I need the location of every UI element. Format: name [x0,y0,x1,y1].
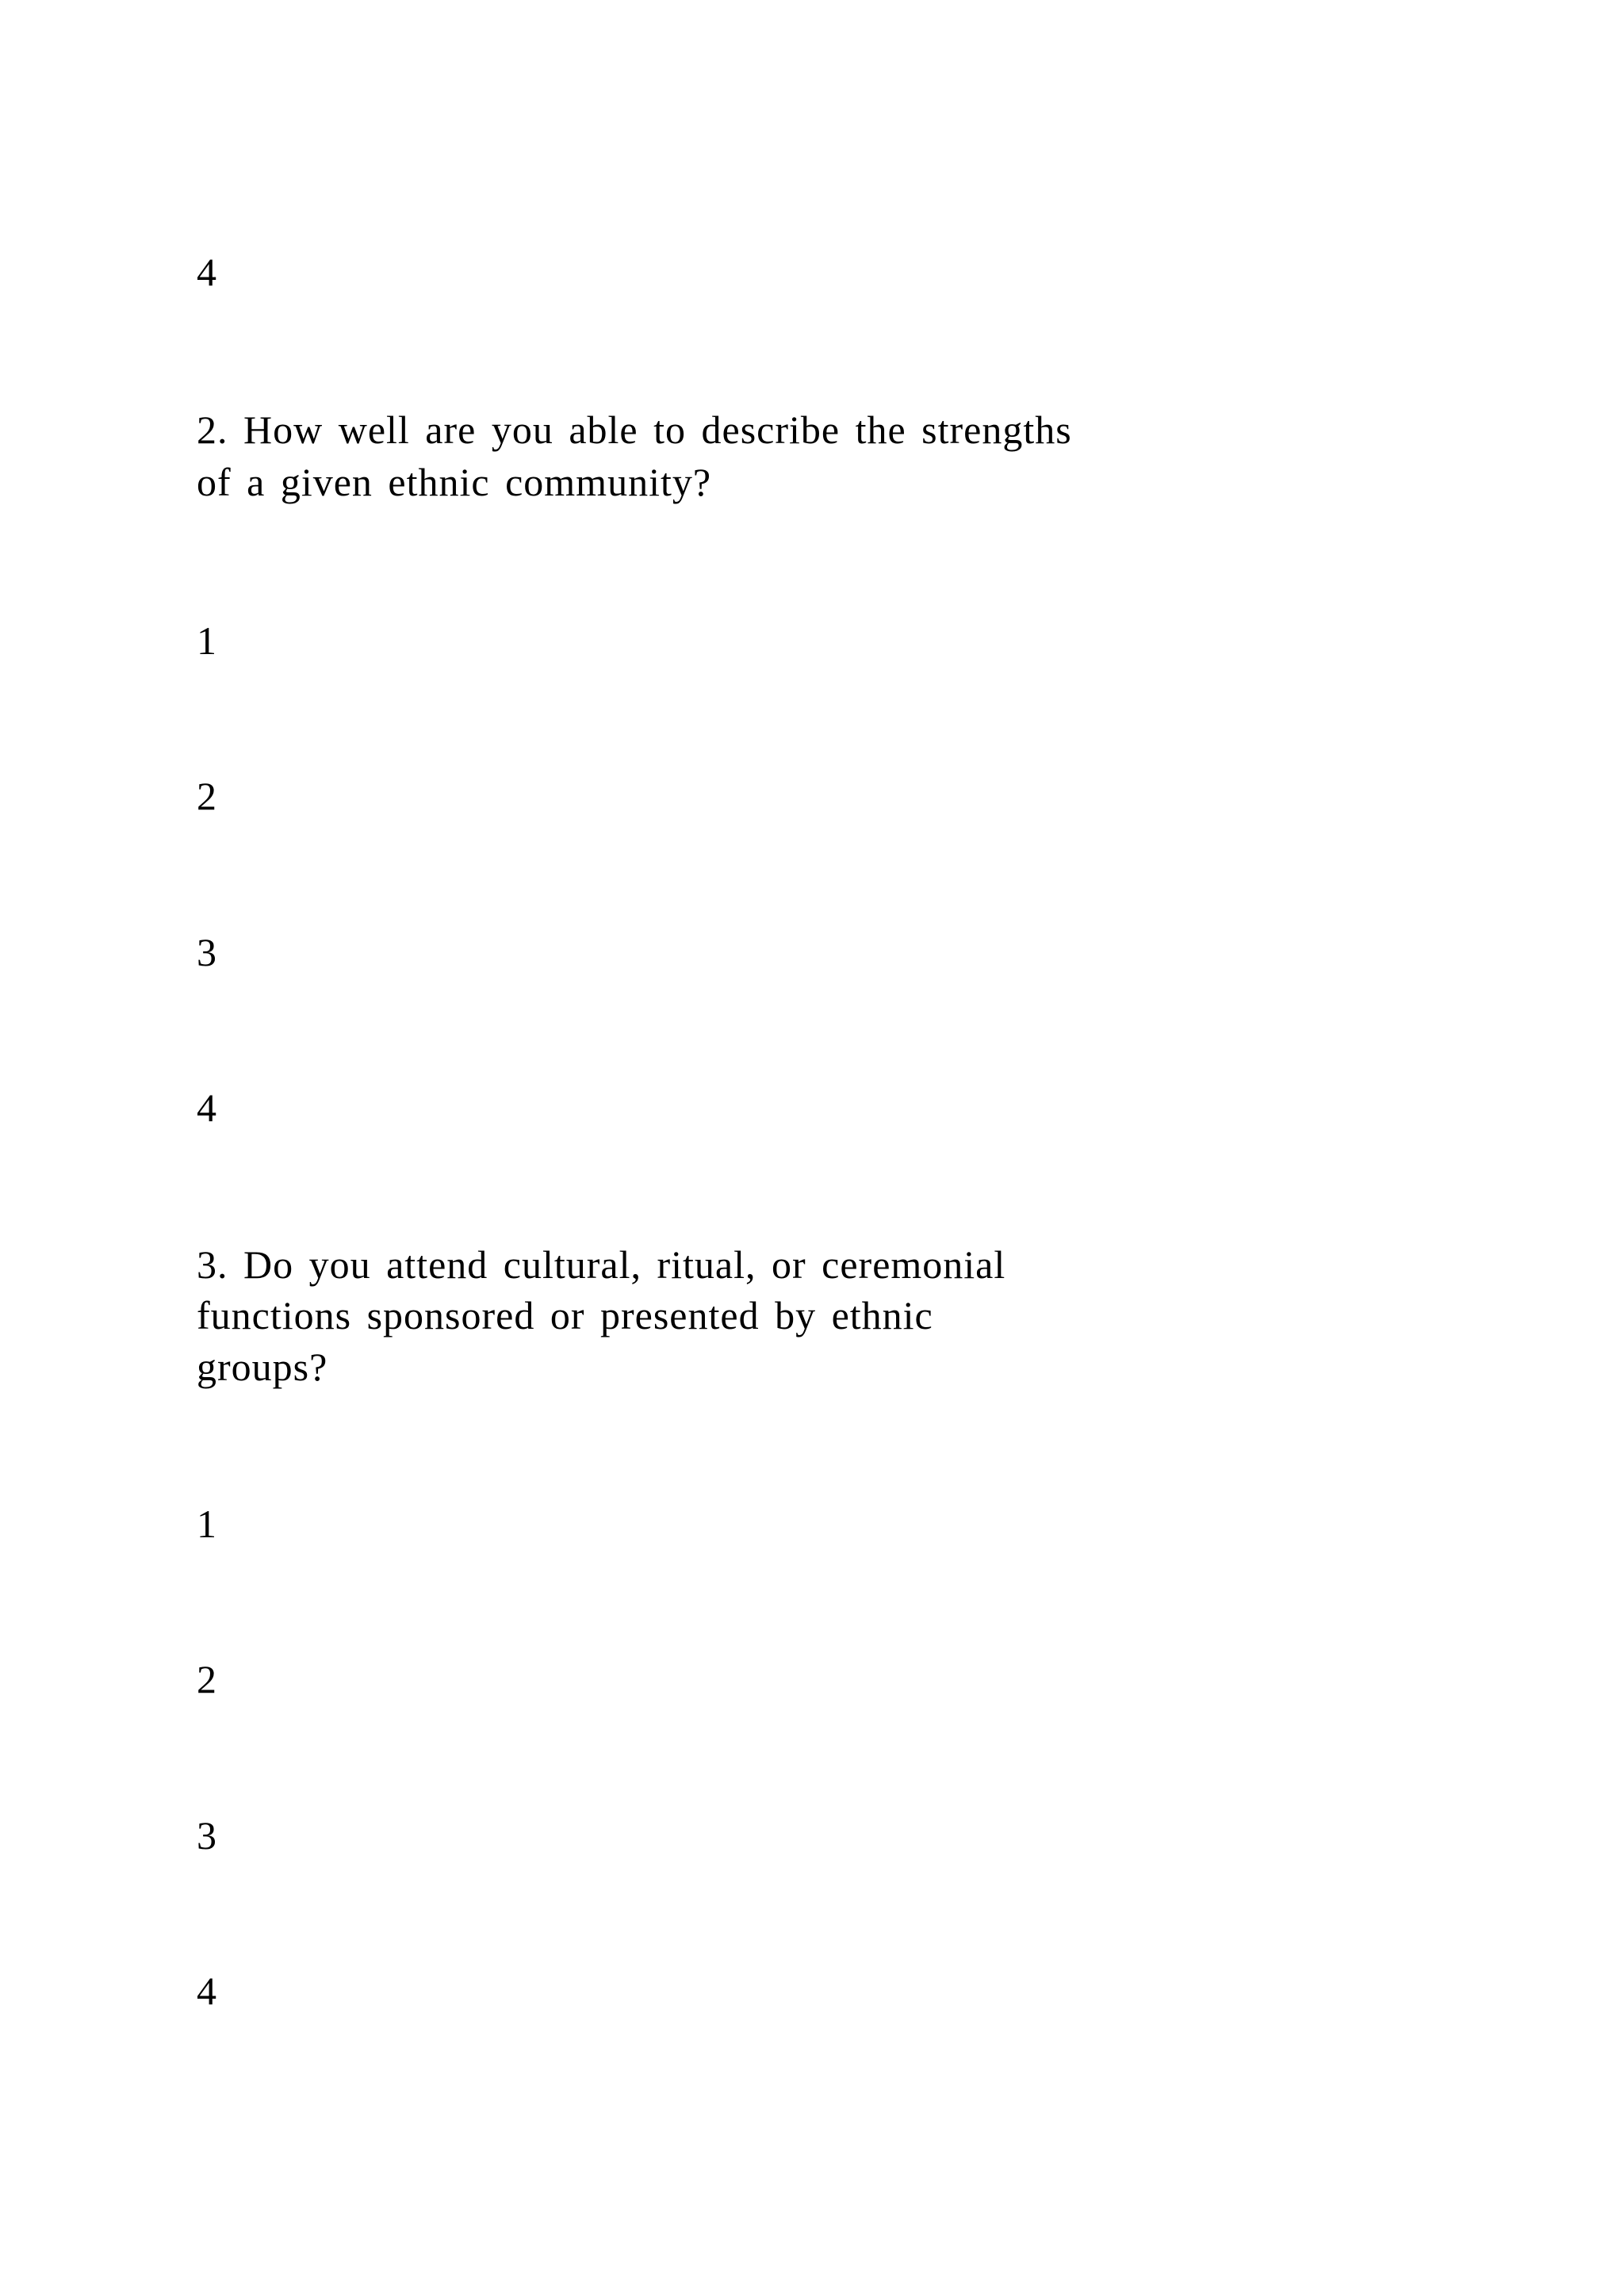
scale-value-3: 3 [197,930,216,974]
scale-value-1: 1 [197,618,216,663]
scale-value-3: 3 [197,1813,216,1858]
scale-value-4: 4 [197,1085,216,1130]
scale-value-2: 2 [197,774,216,818]
question-text-line: 3. Do you attend cultural, ritual, or ceremonial [197,1242,1006,1287]
scale-value-2: 2 [197,1657,216,1701]
scale-value-4: 4 [197,1969,216,2013]
scale-value-1: 1 [197,1502,216,1546]
question-text-line: 2. How well are you able to describe the strengths [197,408,1072,452]
question-text-line: groups? [197,1345,328,1389]
question-text-line: functions sponsored or presented by ethnic [197,1293,933,1337]
question-text-line: of a given ethnic community? [197,460,712,504]
scale-value-4: 4 [197,250,216,294]
